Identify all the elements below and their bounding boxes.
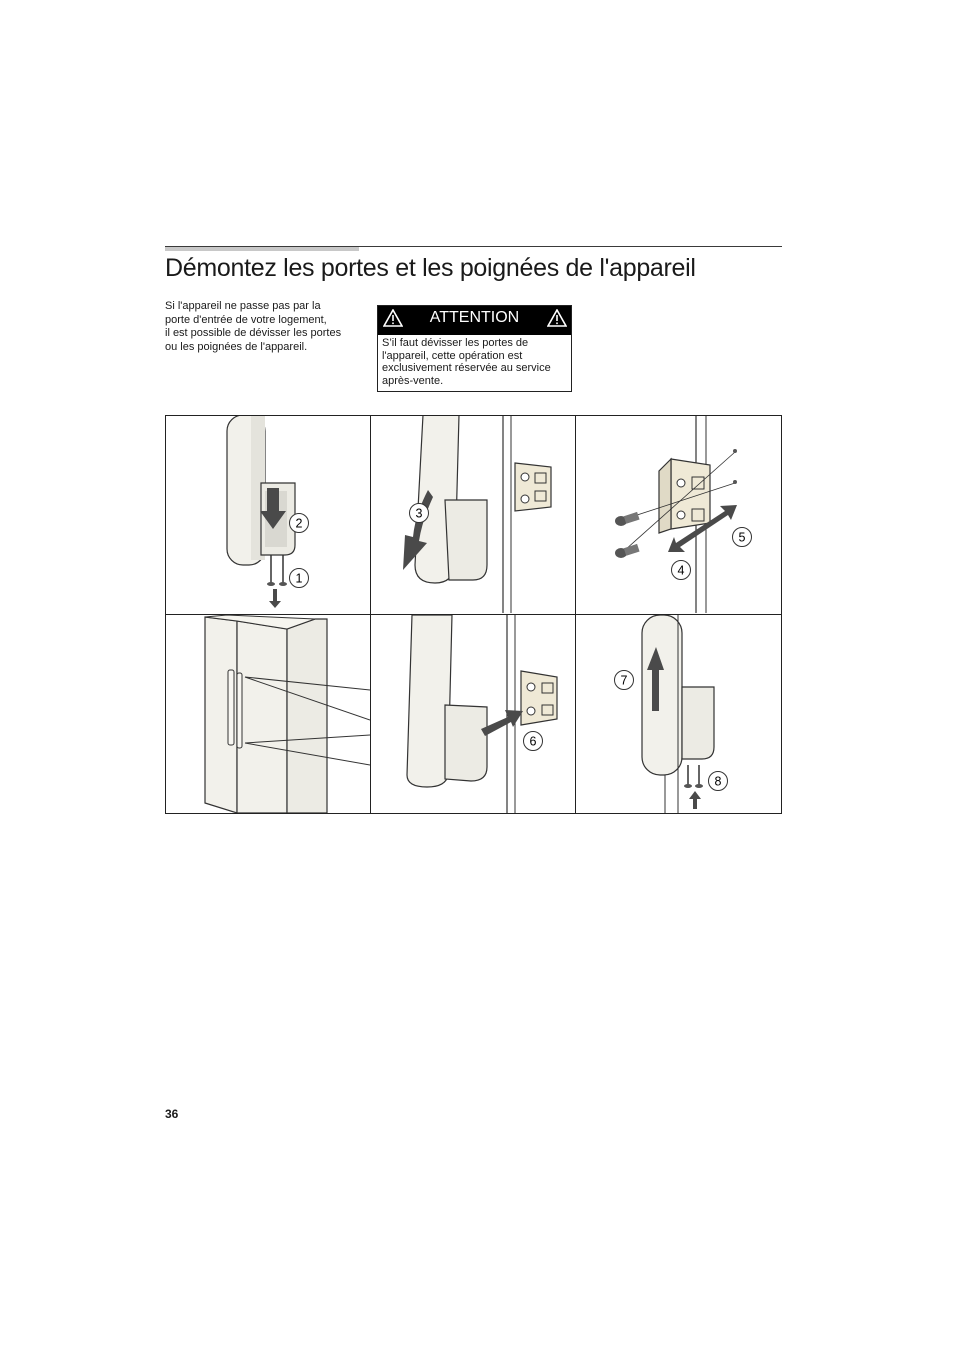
warning-triangle-icon [547,309,567,327]
panel-step-7-8 [642,615,714,813]
panel-step-4-5 [615,415,737,613]
warning-text: S’il faut dévisser les portes de l'appareil, cette opération est exclusivement réservée au service après-vente. [382,337,551,387]
panel-step-6 [407,615,557,813]
step-marker: 7 [620,673,628,688]
illustration-panels [165,415,782,814]
step-marker: 2 [295,516,303,531]
step-marker: 4 [677,563,685,578]
step-marker: 1 [295,571,303,586]
warning-box [377,305,572,392]
step-marker: 8 [714,774,722,789]
page-number: 36 [165,1107,179,1121]
step-marker: 6 [529,734,537,749]
warning-header [378,306,571,335]
step-marker: 3 [415,506,423,521]
warning-label: ATTENTION [429,309,520,326]
page-title: Démontez les portes et les poignées de l'appareil [165,254,696,282]
step-marker: 5 [738,530,746,545]
panel-overview-appliance [205,615,370,813]
intro-paragraph: Si l'appareil ne passe pas par la porte d'entrée de votre logement, il est possible de dévisser les portes ou les poignées de l'appareil. [165,300,342,353]
illustration-grid [165,415,782,814]
panel-step-1-2 [227,415,295,608]
header-rule [165,246,782,247]
